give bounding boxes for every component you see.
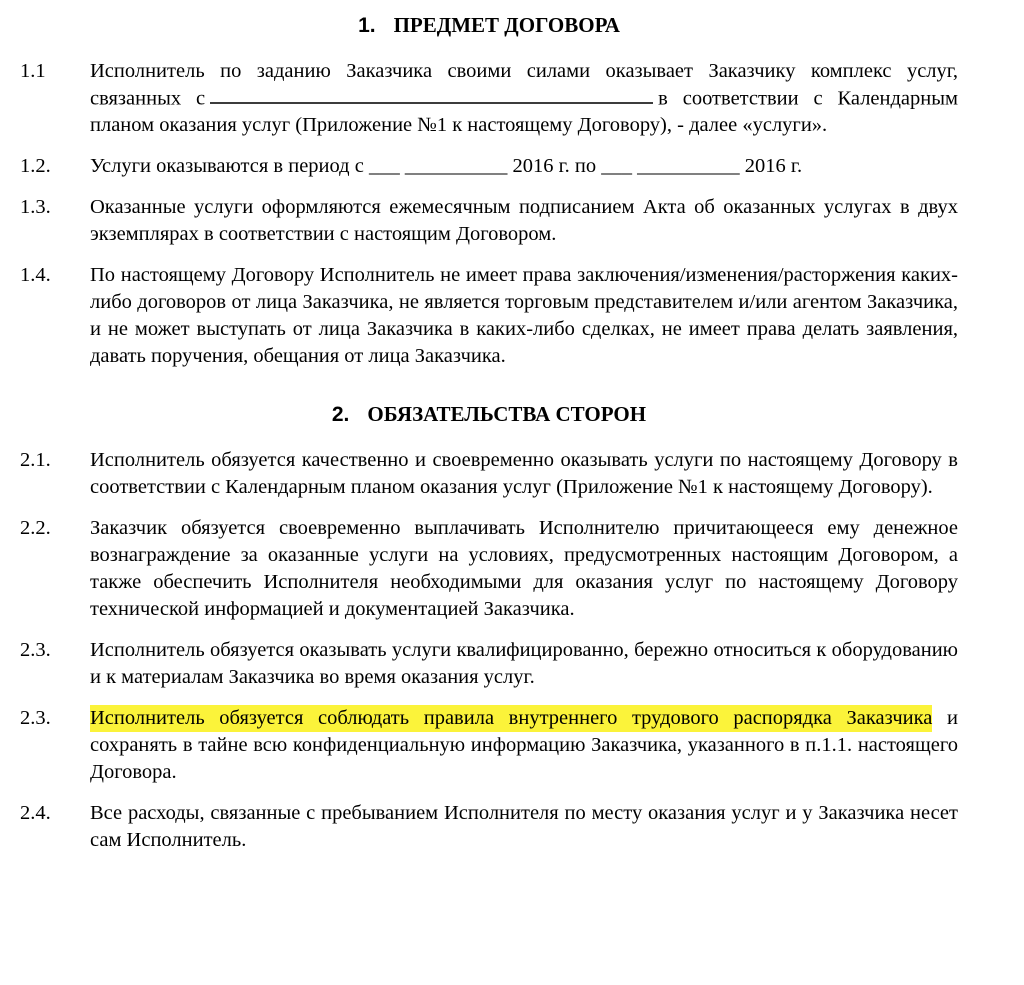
clause-2-3-first-text: Исполнитель обязуется оказывать услуги квалифицированно, бережно относиться к оборудованию и к материалам Заказчика во время оказания услуг.	[90, 639, 958, 689]
section-1-heading	[20, 12, 958, 39]
clause-1-2	[20, 153, 958, 180]
section-2-heading	[20, 401, 958, 428]
clause-2-3-duplicate-text	[90, 705, 958, 786]
clause-1-3-text: Оказанные услуги оформляются ежемесячным подписанием Акта об оказанных услугах в двух экземплярах в соответствии с настоящим Договором.	[90, 196, 958, 246]
clause-2-4-number: 2.4.	[20, 802, 51, 825]
clause-1-1-number: 1.1	[20, 60, 46, 82]
clause-2-3-first-number: 2.3.	[20, 639, 51, 662]
clause-1-1	[20, 58, 958, 139]
section-1-title: ПРЕДМЕТ ДОГОВОРА	[393, 13, 620, 37]
clause-2-2-number: 2.2.	[20, 517, 51, 540]
section-2-number: 2.	[331, 403, 350, 427]
clause-1-1-text-after-blank: в соответствии с Календарным планом оказания услуг (Приложение №1 к настоящему Договору), - далее «услуги».	[90, 87, 958, 137]
clause-1-4	[20, 262, 958, 370]
clause-1-3-number: 1.3.	[20, 196, 51, 219]
clause-2-1-number: 2.1.	[20, 449, 51, 472]
clause-2-4	[20, 800, 958, 854]
section-2-title: ОБЯЗАТЕЛЬСТВА СТОРОН	[367, 402, 647, 427]
clause-2-2	[20, 515, 958, 623]
clause-1-4-number: 1.4.	[20, 264, 51, 287]
clause-1-2-number: 1.2.	[20, 155, 51, 178]
clause-2-1	[20, 447, 958, 501]
clause-2-1-text: Исполнитель обязуется качественно и своевременно оказывать услуги по настоящему Договору в соответствии с Календарным планом оказания услуг (Приложение №1 к настоящему Договору).	[90, 449, 958, 499]
clause-1-2-text: Услуги оказываются в период с ___ __________ 2016 г. по ___ __________ 2016 г.	[90, 155, 803, 178]
clause-1-1-text	[90, 58, 958, 139]
clause-1-3	[20, 194, 958, 248]
clause-2-3-duplicate-rest-text: и сохранять в тайне всю конфиденциальную информацию Заказчика, указанного в п.1.1. настоящего Договора.	[90, 707, 958, 784]
clause-2-3-duplicate-number: 2.3.	[20, 707, 51, 730]
section-1-number: 1.	[358, 14, 376, 37]
clause-1-4-text: По настоящему Договору Исполнитель не имеет права заключения/изменения/расторжения каких-либо договоров от лица Заказчика, не является торговым представителем и/или агентом Заказчика, и не может выступать от лица Заказчика в каких-либо сделках, не имеет права делать заявления, давать поручения, обещания от лица Заказчика.	[90, 264, 958, 368]
clause-2-2-text: Заказчик обязуется своевременно выплачивать Исполнителю причитающееся ему денежное вознаграждение за оказанные услуги на условиях, предусмотренных настоящим Договором, а также обеспечить Исполнителя необходимыми для оказания услуг по настоящему Договору технической информацией и документацией Заказчика.	[90, 517, 958, 621]
fill-in-blank-services	[210, 85, 653, 104]
clause-1-1-text-before-blank: Исполнитель по заданию Заказчика своими силами оказывает Заказчику комплекс услуг, связанных с	[90, 60, 958, 110]
highlighted-text: Исполнитель обязуется соблюдать правила внутреннего трудового распорядка Заказчика	[90, 705, 932, 732]
clause-2-3-duplicate	[20, 705, 958, 786]
clause-2-3-first	[20, 637, 958, 691]
clause-2-4-text: Все расходы, связанные с пребыванием Исполнителя по месту оказания услуг и у Заказчика несет сам Исполнитель.	[90, 802, 958, 852]
